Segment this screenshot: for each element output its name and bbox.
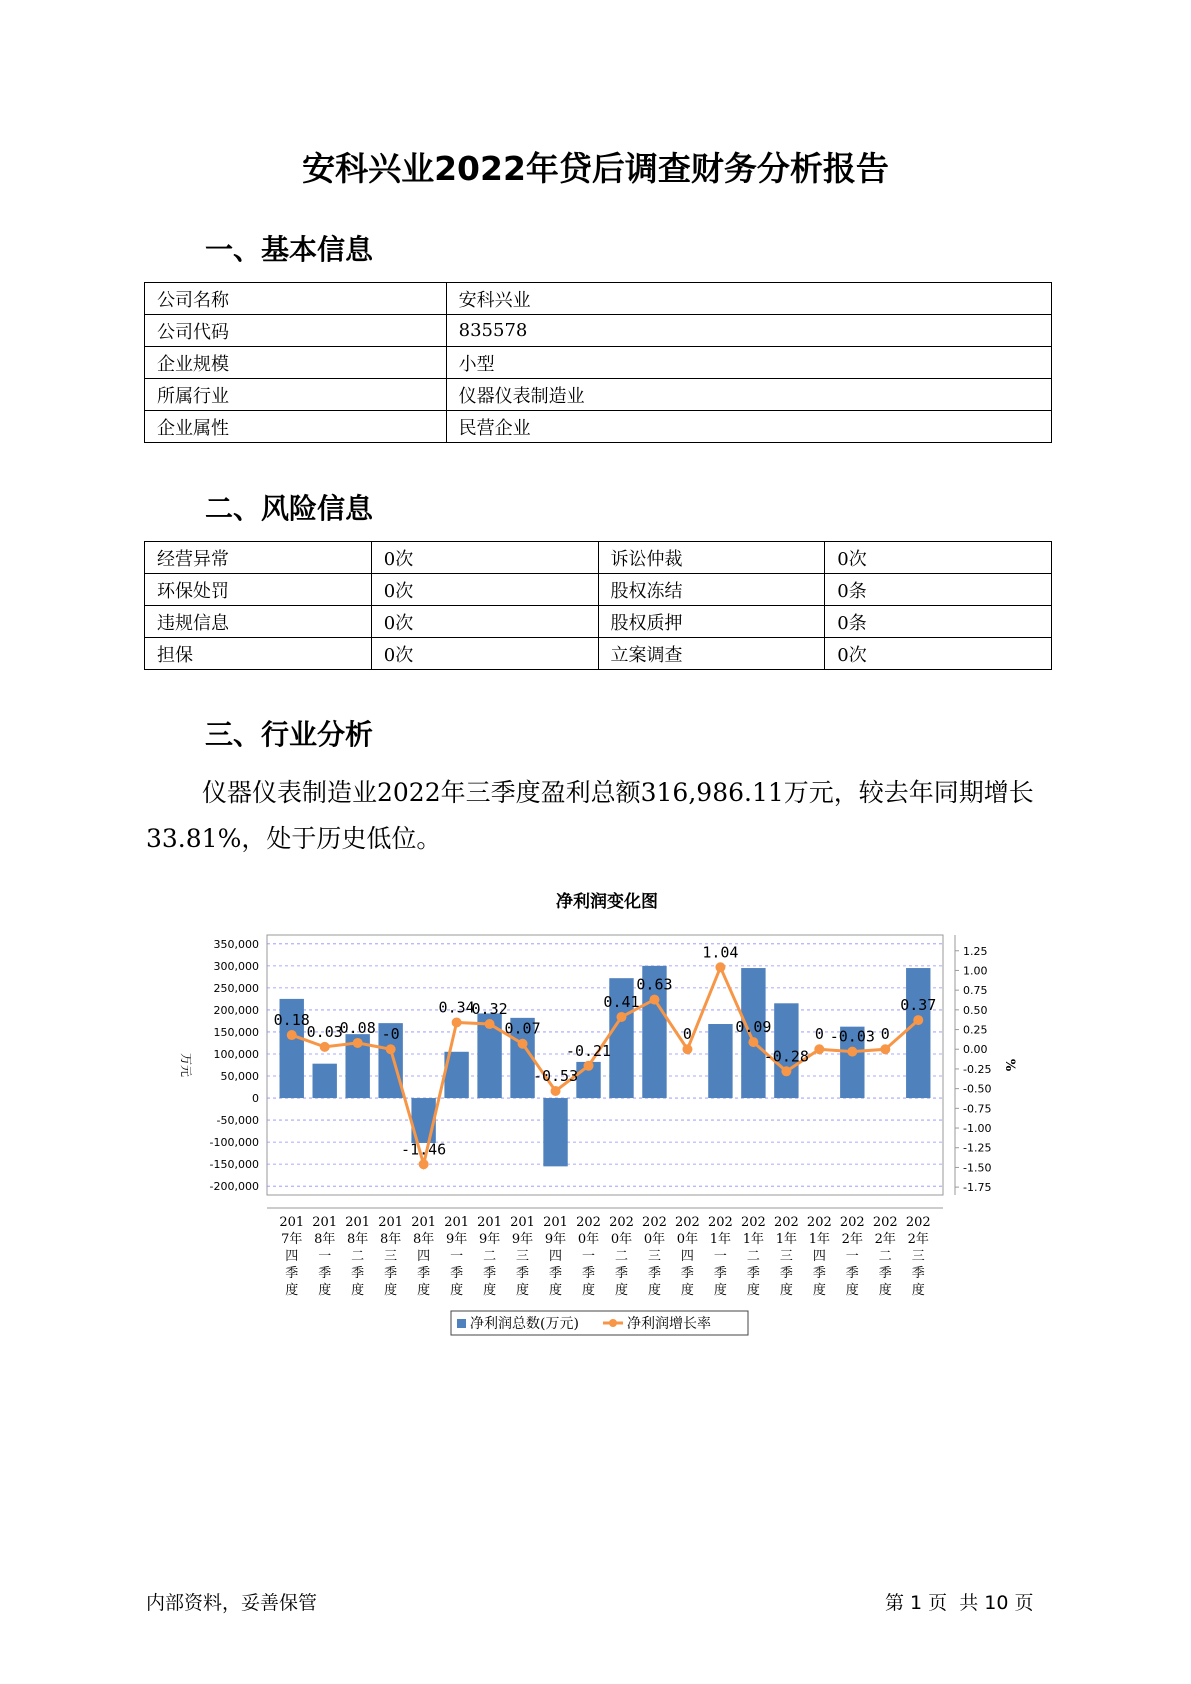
profit-bar [708,1024,732,1098]
risk-info-value: 0条 [825,574,1052,606]
growth-rate-data-label: -1.46 [401,1140,447,1159]
x-axis-tick-label: 度 [285,1283,299,1298]
x-axis-tick-label: 202 [806,1215,832,1230]
x-axis-tick-label: 度 [318,1283,332,1298]
basic-info-value: 835578 [446,315,1051,347]
risk-info-table [144,541,1052,670]
x-axis-tick-label: 0年 [577,1232,600,1247]
x-axis-tick-label: 一 [450,1249,464,1264]
x-axis-tick-label: 202 [576,1215,601,1230]
x-axis-tick-label: 四 [549,1249,563,1264]
risk-info-row [145,638,1052,670]
basic-info-value: 仪器仪表制造业 [446,379,1051,411]
x-axis-tick-label: 度 [647,1283,661,1298]
x-axis-tick-label: 9年 [445,1232,468,1247]
x-axis-tick-label: 三 [516,1249,530,1264]
basic-info-label: 公司代码 [145,315,447,347]
x-axis-tick-label: 二 [746,1249,760,1264]
growth-rate-data-label: 1.04 [702,943,739,962]
growth-rate-data-label: -0 [381,1025,400,1044]
x-axis-tick-label: 度 [680,1283,694,1298]
basic-info-label: 企业属性 [145,411,447,443]
basic-info-value: 小型 [446,347,1051,379]
growth-rate-point [287,1030,297,1040]
x-axis-tick-label: 201 [510,1215,535,1230]
x-axis-tick-label: 季 [318,1266,332,1281]
growth-rate-point [913,1015,923,1025]
basic-info-value: 安科兴业 [446,283,1051,315]
x-axis-tick-label: 202 [642,1215,667,1230]
x-axis-tick-label: 一 [713,1249,727,1264]
x-axis-tick-label: 1年 [775,1232,798,1247]
growth-rate-point [419,1159,429,1169]
x-axis-tick-label: 二 [614,1249,628,1264]
x-axis-tick-label: 季 [779,1266,793,1281]
growth-rate-data-label: -0.03 [829,1027,875,1046]
growth-rate-data-label: -0.28 [763,1047,809,1066]
x-axis-tick-label: 季 [351,1266,365,1281]
footer-confidential-note: 内部资料，妥善保管 [146,1592,318,1614]
right-axis-tick-label: 0.75 [963,984,988,998]
growth-rate-data-label: 0.41 [603,992,640,1011]
chart-title: 净利润变化图 [556,892,658,912]
x-axis-tick-label: 季 [845,1266,859,1281]
x-axis-tick-label: 201 [444,1215,470,1230]
x-axis-tick-label: 三 [911,1249,925,1264]
x-axis-tick-label: 度 [450,1283,464,1298]
growth-rate-point [518,1039,528,1049]
risk-info-value: 0次 [371,542,598,574]
x-axis-tick-label: 度 [582,1283,596,1298]
risk-info-label: 诉讼仲裁 [598,542,825,574]
growth-rate-point [847,1047,857,1057]
risk-info-label: 担保 [145,638,372,670]
x-axis-tick-label: 度 [516,1283,530,1298]
profit-bar [543,1098,567,1166]
x-axis-tick-label: 三 [384,1249,398,1264]
x-axis-tick-label: 度 [713,1283,727,1298]
x-axis-tick-label: 202 [609,1215,634,1230]
x-axis-tick-label: 季 [450,1266,464,1281]
left-axis-tick-label: 100,000 [213,1047,259,1061]
x-axis-tick-label: 201 [312,1215,338,1230]
x-axis-tick-label: 度 [549,1283,563,1298]
x-axis-tick-label: 四 [680,1249,694,1264]
right-axis-tick-label: -1.00 [963,1122,992,1136]
report-title: 安科兴业2022年贷后调查财务分析报告 [302,149,889,188]
x-axis-tick-label: 度 [351,1283,365,1298]
x-axis-tick-label: 9年 [478,1232,501,1247]
x-axis-tick-label: 季 [516,1266,530,1281]
section-heading-risk-info: 二、风险信息 [205,492,374,525]
x-axis-tick-label: 季 [680,1266,694,1281]
growth-rate-data-label: 0.03 [306,1022,343,1041]
x-axis-tick-label: 1年 [742,1232,765,1247]
x-axis-tick-label: 201 [477,1215,502,1230]
left-axis-tick-label: -100,000 [209,1136,259,1150]
x-axis-tick-label: 202 [740,1215,766,1230]
risk-info-value: 0条 [825,606,1052,638]
x-axis-tick-label: 度 [614,1283,628,1298]
x-axis-tick-label: 度 [845,1283,859,1298]
x-axis-tick-label: 8年 [412,1232,435,1247]
right-axis-tick-label: -1.50 [963,1161,992,1175]
x-axis-tick-label: 202 [872,1215,898,1230]
x-axis-tick-label: 8年 [380,1232,402,1247]
growth-rate-point [748,1037,758,1047]
basic-info-row [145,411,1052,443]
risk-info-row [145,542,1052,574]
left-axis-tick-label: -50,000 [216,1114,259,1128]
right-axis-tick-label: 0.00 [963,1043,988,1057]
x-axis-tick-label: 202 [708,1215,733,1230]
x-axis-tick-label: 202 [773,1215,799,1230]
risk-info-value: 0次 [825,638,1052,670]
right-axis-tick-label: -1.25 [963,1141,992,1155]
x-axis-tick-label: 度 [746,1283,760,1298]
x-axis-tick-label: 8年 [314,1232,336,1247]
x-axis-tick-label: 0年 [643,1232,666,1247]
x-axis-tick-label: 四 [285,1249,299,1264]
growth-rate-data-label: 0.37 [900,996,937,1015]
left-axis-tick-label: 150,000 [213,1025,259,1039]
growth-rate-point [386,1044,396,1054]
x-axis-tick-label: 季 [549,1266,563,1281]
right-axis-tick-label: 0.50 [963,1003,988,1017]
x-axis-tick-label: 201 [279,1215,305,1230]
x-axis-tick-label: 0年 [676,1232,699,1247]
risk-info-label: 立案调查 [598,638,825,670]
risk-info-label: 股权质押 [598,606,825,638]
left-axis-tick-label: 0 [252,1092,259,1106]
growth-rate-data-label: 0.32 [471,1000,508,1019]
x-axis-tick-label: 季 [417,1266,431,1281]
x-axis-tick-label: 度 [483,1283,497,1298]
section-heading-basic-info: 一、基本信息 [205,233,374,266]
x-axis-tick-label: 201 [378,1215,404,1230]
basic-info-row [145,315,1052,347]
x-axis-tick-label: 度 [911,1283,925,1298]
growth-rate-point [880,1044,890,1054]
growth-rate-point [682,1044,692,1054]
growth-rate-data-label: 0.34 [438,998,475,1017]
basic-info-value: 民营企业 [446,411,1051,443]
growth-rate-data-label: -0.53 [532,1067,579,1085]
x-axis-tick-label: 季 [614,1266,628,1281]
left-axis-tick-label: 300,000 [213,959,259,973]
growth-rate-point [485,1019,495,1029]
left-axis-tick-label: 350,000 [213,937,259,951]
basic-info-label: 企业规模 [145,347,447,379]
left-axis-tick-label: -200,000 [209,1180,259,1194]
growth-rate-data-label: 0.08 [339,1018,376,1037]
x-axis-tick-label: 度 [812,1283,826,1298]
industry-analysis-text: 仪器仪表制造业2022年三季度盈利总额316,986.11万元，较去年同期增长33.81%，处于历史低位。 [146,778,1034,853]
x-axis-tick-label: 度 [384,1283,398,1298]
x-axis-tick-label: 季 [713,1266,727,1281]
profit-bar [313,1064,337,1098]
x-axis-tick-label: 季 [812,1266,826,1281]
legend-line-label: 净利润增长率 [627,1316,711,1332]
x-axis-tick-label: 9年 [511,1232,534,1247]
basic-info-table [144,282,1052,443]
net-profit-chart [170,888,1050,1348]
basic-info-label: 所属行业 [145,379,447,411]
x-axis-tick-label: 季 [384,1266,398,1281]
legend-bar-swatch [457,1319,466,1328]
risk-info-label: 股权冻结 [598,574,825,606]
x-axis-tick-label: 二 [483,1249,497,1264]
x-axis-tick-label: 9年 [544,1232,567,1247]
risk-info-label: 违规信息 [145,606,372,638]
right-axis-tick-label: -1.75 [963,1181,992,1195]
growth-rate-data-label: -0.21 [565,1041,612,1060]
right-axis-tick-label: -0.75 [963,1102,992,1116]
legend-bar-label: 净利润总数(万元) [470,1316,579,1332]
x-axis-tick-label: 度 [417,1283,431,1298]
x-axis-tick-label: 季 [878,1266,892,1281]
growth-rate-point [616,1012,626,1022]
x-axis-tick-label: 1年 [709,1232,732,1247]
growth-rate-point [353,1038,363,1048]
profit-bar [906,968,930,1098]
x-axis-tick-label: 季 [582,1266,596,1281]
x-axis-tick-label: 2年 [907,1232,929,1247]
growth-rate-data-label: 0.09 [735,1018,772,1037]
growth-rate-point [551,1086,561,1096]
basic-info-row [145,379,1052,411]
x-axis-tick-label: 8年 [347,1232,369,1247]
growth-rate-point [715,962,725,972]
right-axis-tick-label: 1.25 [963,944,988,958]
left-axis-tick-label: -150,000 [209,1158,259,1172]
x-axis-tick-label: 一 [582,1249,596,1264]
right-axis-tick-label: -0.25 [963,1062,992,1076]
risk-info-value: 0次 [371,574,598,606]
risk-info-row [145,574,1052,606]
section-heading-industry-analysis: 三、行业分析 [205,718,374,751]
right-axis-tick-label: 1.00 [963,964,988,978]
x-axis-tick-label: 201 [411,1215,437,1230]
x-axis-tick-label: 度 [779,1283,793,1298]
x-axis-tick-label: 二 [351,1249,365,1264]
x-axis-tick-label: 202 [839,1215,865,1230]
risk-info-value: 0次 [371,638,598,670]
right-axis-label: % [1002,1058,1017,1072]
x-axis-tick-label: 三 [647,1249,661,1264]
growth-rate-point [781,1066,791,1076]
x-axis-tick-label: 一 [318,1249,332,1264]
x-axis-tick-label: 201 [345,1215,371,1230]
x-axis-tick-label: 三 [779,1249,793,1264]
x-axis-tick-label: 1年 [808,1232,830,1247]
growth-rate-data-label: 0.63 [636,975,673,994]
risk-info-label: 经营异常 [145,542,372,574]
x-axis-tick-label: 度 [878,1283,892,1298]
x-axis-tick-label: 一 [845,1249,859,1264]
left-axis-tick-label: 200,000 [213,1003,259,1017]
risk-info-value: 0次 [371,606,598,638]
right-axis-tick-label: -0.50 [963,1082,992,1096]
growth-rate-point [320,1042,330,1052]
left-axis-label: 万元 [179,1052,193,1078]
x-axis-tick-label: 201 [543,1215,568,1230]
risk-info-value: 0次 [825,542,1052,574]
growth-rate-data-label: 0.18 [273,1011,310,1030]
growth-rate-point [649,995,659,1005]
x-axis-tick-label: 二 [878,1249,892,1264]
x-axis-tick-label: 季 [911,1266,925,1281]
x-axis-tick-label: 7年 [281,1232,303,1247]
risk-info-label: 环保处罚 [145,574,372,606]
growth-rate-point [584,1061,594,1071]
basic-info-label: 公司名称 [145,283,447,315]
left-axis-tick-label: 50,000 [220,1070,259,1084]
industry-analysis-paragraph [146,770,1054,862]
x-axis-tick-label: 季 [647,1266,661,1281]
growth-rate-data-label: 0 [880,1025,890,1044]
left-axis-tick-label: 250,000 [213,981,259,995]
x-axis-tick-label: 202 [675,1215,700,1230]
x-axis-tick-label: 季 [285,1266,299,1281]
legend-line-marker [609,1319,617,1327]
x-axis-tick-label: 四 [417,1249,431,1264]
growth-rate-data-label: 0 [814,1025,824,1044]
growth-rate-data-label: 0 [682,1025,692,1044]
basic-info-row [145,283,1052,315]
x-axis-tick-label: 季 [483,1266,497,1281]
x-axis-tick-label: 季 [746,1266,760,1281]
growth-rate-point [814,1044,824,1054]
right-axis-tick-label: 0.25 [963,1023,988,1037]
x-axis-tick-label: 2年 [841,1232,863,1247]
x-axis-tick-label: 0年 [610,1232,633,1247]
x-axis-tick-label: 2年 [874,1232,896,1247]
growth-rate-data-label: 0.07 [504,1019,541,1038]
growth-rate-point [452,1017,462,1027]
risk-info-row [145,606,1052,638]
x-axis-tick-label: 202 [905,1215,931,1230]
x-axis-tick-label: 四 [812,1249,826,1264]
footer-page-number: 第 1 页 共 10 页 [885,1592,1034,1614]
basic-info-row [145,347,1052,379]
